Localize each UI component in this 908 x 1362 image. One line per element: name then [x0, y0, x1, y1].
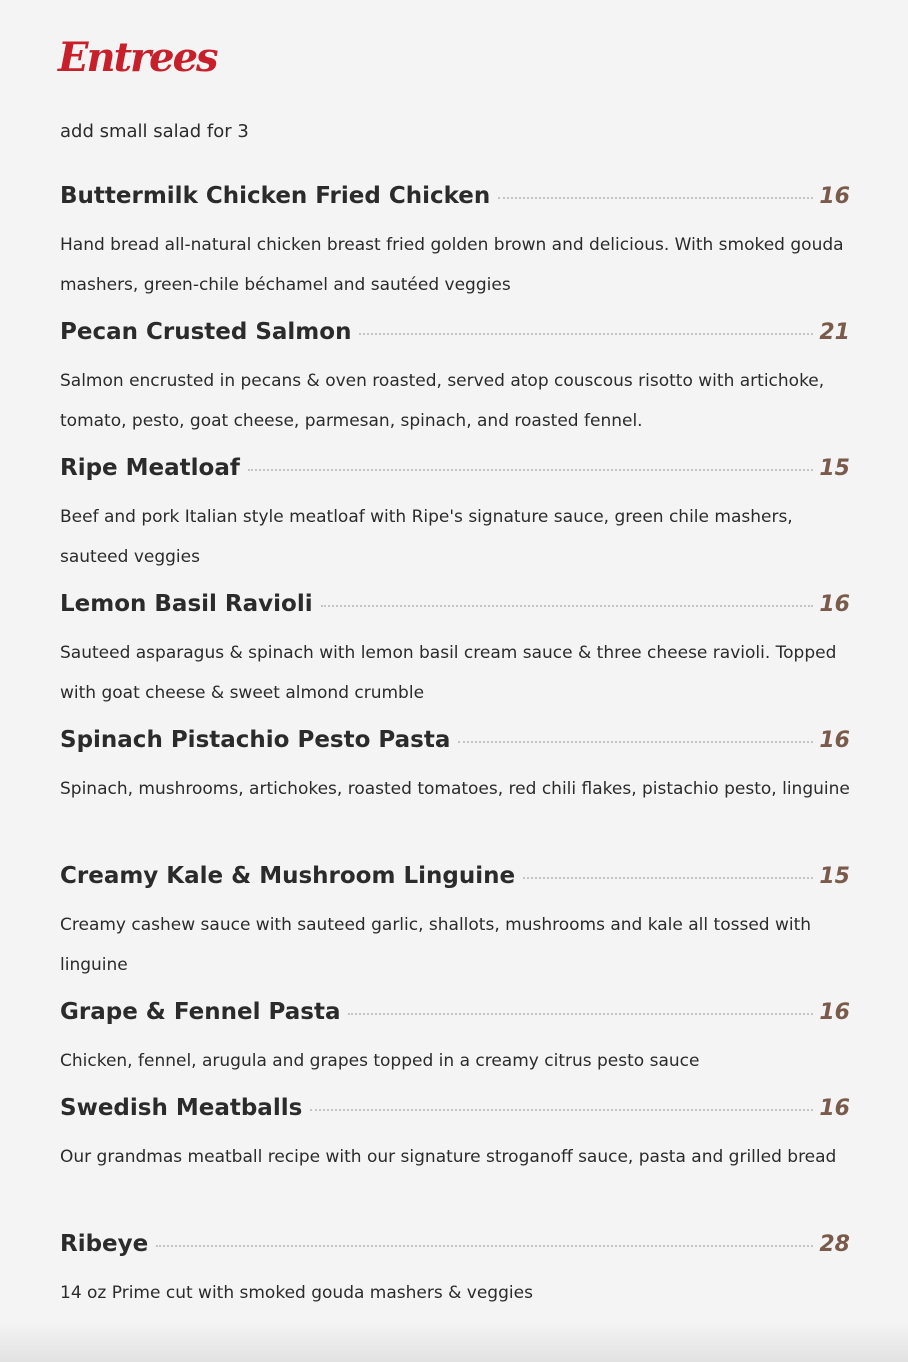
menu-item-name: Spinach Pistachio Pesto Pasta	[60, 727, 451, 753]
menu-item-name: Ripe Meatloaf	[60, 455, 240, 481]
dotted-leader	[348, 1013, 813, 1015]
section-note: add small salad for 3	[60, 121, 249, 142]
dotted-leader	[359, 333, 813, 335]
menu-item-header	[60, 858, 850, 894]
menu-list	[60, 178, 850, 1322]
dotted-leader	[458, 741, 813, 743]
menu-item-name: Swedish Meatballs	[60, 1095, 303, 1121]
menu-item-header	[60, 450, 850, 486]
menu-item	[60, 178, 850, 314]
menu-item-price: 16	[819, 184, 850, 209]
dotted-leader	[310, 1109, 813, 1111]
menu-item-header	[60, 178, 850, 214]
menu-item-description: 14 oz Prime cut with smoked gouda mashers & veggies	[60, 1283, 533, 1303]
menu-item	[60, 858, 850, 994]
dotted-leader	[321, 605, 814, 607]
menu-item-description: Salmon encrusted in pecans & oven roasted, served atop couscous risotto with artichoke, tomato, pesto, goat cheese, parmesan, spinach, and roasted fennel.	[60, 371, 825, 431]
menu-item-name: Pecan Crusted Salmon	[60, 319, 352, 345]
dotted-leader	[156, 1245, 813, 1247]
menu-item-price: 16	[819, 1096, 850, 1121]
menu-item	[60, 314, 850, 450]
menu-item-price: 16	[819, 728, 850, 753]
menu-item-price: 16	[819, 592, 850, 617]
menu-item-price: 28	[819, 1232, 850, 1257]
menu-item	[60, 1226, 850, 1322]
menu-item	[60, 450, 850, 586]
menu-item-header	[60, 586, 850, 622]
menu-item-name: Ribeye	[60, 1231, 149, 1257]
menu-item	[60, 994, 850, 1090]
menu-item-price: 15	[819, 456, 850, 481]
section-title: Entrees	[58, 34, 217, 81]
menu-item-name: Lemon Basil Ravioli	[60, 591, 313, 617]
menu-item-description: Our grandmas meatball recipe with our signature stroganoff sauce, pasta and grilled bread	[60, 1147, 837, 1167]
menu-item-description: Creamy cashew sauce with sauteed garlic, shallots, mushrooms and kale all tossed with linguine	[60, 915, 812, 975]
menu-item-description: Spinach, mushrooms, artichokes, roasted tomatoes, red chili flakes, pistachio pesto, linguine	[60, 779, 850, 799]
menu-item-header	[60, 994, 850, 1030]
menu-item-price: 16	[819, 1000, 850, 1025]
dotted-leader	[523, 877, 813, 879]
bottom-fade	[0, 1322, 908, 1362]
menu-item-header	[60, 314, 850, 350]
menu-item-header	[60, 1226, 850, 1262]
menu-item-name: Buttermilk Chicken Fried Chicken	[60, 183, 491, 209]
menu-item-header	[60, 722, 850, 758]
menu-item-price: 21	[819, 320, 850, 345]
menu-item	[60, 586, 850, 722]
menu-item-description: Hand bread all-natural chicken breast fried golden brown and delicious. With smoked gouda mashers, green-chile béchamel and sautéed veggies	[60, 235, 844, 295]
menu-item-description: Chicken, fennel, arugula and grapes topped in a creamy citrus pesto sauce	[60, 1051, 700, 1071]
menu-item	[60, 1090, 850, 1226]
menu-item-name: Grape & Fennel Pasta	[60, 999, 341, 1025]
menu-item-description: Beef and pork Italian style meatloaf with Ripe's signature sauce, green chile mashers, sauteed veggies	[60, 507, 793, 567]
dotted-leader	[248, 469, 813, 471]
menu-item-header	[60, 1090, 850, 1126]
dotted-leader	[498, 197, 813, 199]
menu-item-price: 15	[819, 864, 850, 889]
menu-item	[60, 722, 850, 858]
menu-item-description: Sauteed asparagus & spinach with lemon basil cream sauce & three cheese ravioli. Topped with goat cheese & sweet almond crumble	[60, 643, 837, 703]
menu-item-name: Creamy Kale & Mushroom Linguine	[60, 863, 516, 889]
